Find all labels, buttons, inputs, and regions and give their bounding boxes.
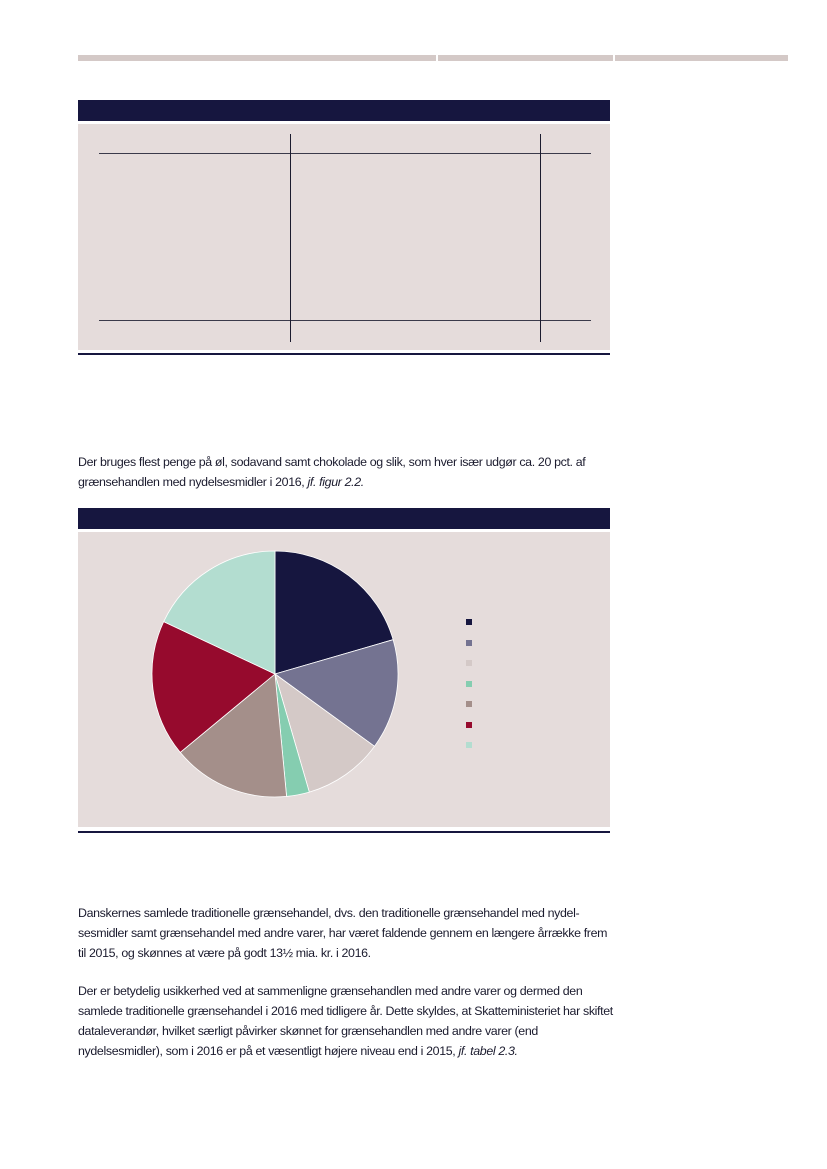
legend-item [466,674,478,695]
pie-chart [78,532,610,827]
header-rule-divider [613,55,615,61]
figure-header-bar [78,508,610,529]
legend-item [466,612,478,633]
legend-item [466,694,478,715]
legend-swatch [466,681,472,687]
paragraph-text: Der er betydelig usikkerhed ved at sammenligne grænsehandlen med andre varer og dermed den samlede traditionelle grænsehandel i 2016 med tidligere år. Dette skyldes, at Skatteministeriet har skiftet dataleverandør, hvilket særligt påvirker skønnet for grænsehandlen med andre varer (end nydelsesmidler), som i 2016 er på et væsentligt højere niveau end i 2015, [78,984,613,1058]
legend-item [466,715,478,736]
legend-swatch [466,742,472,748]
legend-item [466,653,478,674]
table-bottom-rule [78,353,610,355]
table-footer-rule [99,320,591,321]
paragraph-text: Der bruges flest penge på øl, sodavand samt chokolade og slik, som hver især udgør ca. 20 pct. af grænsehandlen med nydelsesmidler i 2016, [78,455,586,489]
legend-swatch [466,640,472,646]
table-reference: jf. tabel 2.3. [458,1044,518,1058]
legend-swatch [466,701,472,707]
legend-swatch [466,722,472,728]
paragraph-text: Danskernes samlede traditionelle grænsehandel, dvs. den traditionelle grænsehandel med nydel-sesmidler samt grænsehandel med andre varer, har været faldende gennem en længere årrække frem til 2015, og skønnes at være på godt 13½ mia. kr. i 2016. [78,906,608,960]
header-rule-divider [436,55,438,61]
table-column-divider [540,134,541,342]
pie-chart-figure [78,532,610,827]
table-header-bar [78,100,610,121]
body-paragraph [78,452,613,492]
legend-swatch [466,660,472,666]
figure-reference: jf. figur 2.2. [307,475,364,489]
table-header-rule [99,153,591,154]
legend-item [466,735,478,756]
header-rule [78,55,788,61]
body-paragraph [78,903,613,963]
chart-legend [466,612,478,756]
body-paragraph [78,981,613,1061]
table-column-divider [290,134,291,342]
legend-swatch [466,619,472,625]
figure-bottom-rule [78,831,610,833]
legend-item [466,633,478,654]
table-body [78,124,610,350]
